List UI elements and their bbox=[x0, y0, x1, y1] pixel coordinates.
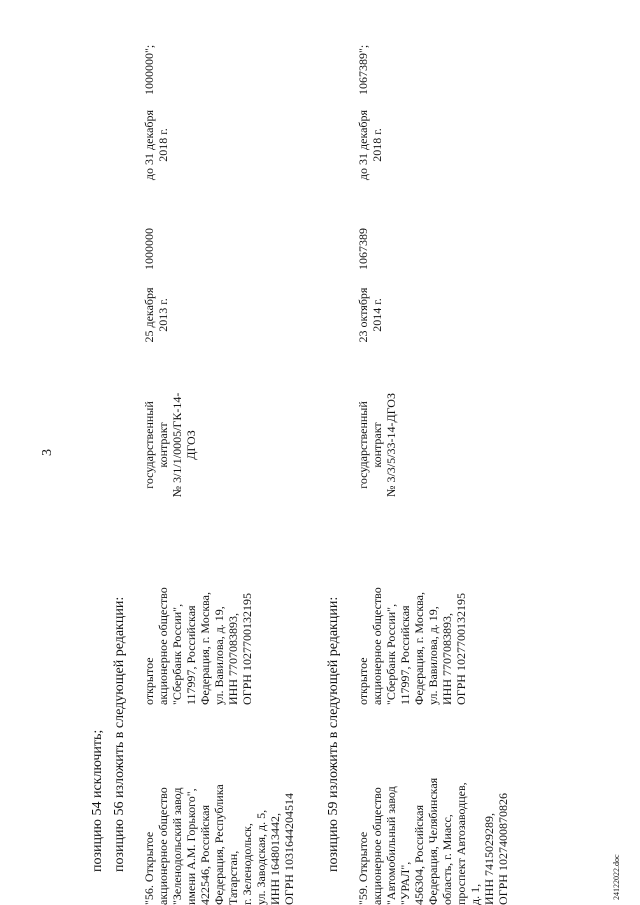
paragraph-edit-56: позицию 56 изложить в следующей редакции: bbox=[112, 596, 127, 872]
row56-amount-end: 1000000"; bbox=[142, 44, 156, 95]
row59-deadline: до 31 декабря 2018 г. bbox=[356, 109, 384, 181]
row59-amount-end: 1067389"; bbox=[356, 44, 370, 95]
row56-company: "56. Открытое акционерное общество "Зеленодольский завод имени А.М. Горького", 422546, Российская Федерация, Республика Татарстан, г. Зеленодольск, ул. Заводская, д. 5, ИНН 1648013442, ОГРН 1031644204514 bbox=[142, 784, 296, 905]
row59-company: "59. Открытое акционерное общество "Автомобильный завод "УРАЛ", 456304, Российская Федерация, Челябинская область, г. Миасс, проспект Автозаводцев, д. 1, ИНН 7415029289, ОГРН 1027400870826 bbox=[356, 777, 510, 905]
row56-bank: открытое акционерное общество "Сбербанк России", 117997, Российская Федерация, г. Москва, ул. Вавилова, д. 19, ИНН 7707083893, ОГРН 1027700132195 bbox=[142, 587, 254, 705]
row59-contract: государственный контракт № 3/3/5/33-14-ДГОЗ bbox=[356, 393, 398, 497]
paragraph-exclude-54: позицию 54 исключить; bbox=[90, 729, 105, 872]
row59-date: 23 октября 2014 г. bbox=[356, 287, 384, 343]
row56-deadline: до 31 декабря 2018 г. bbox=[142, 109, 170, 181]
row56-amount: 1000000 bbox=[142, 228, 156, 270]
row56-contract: государственный контракт № 3/1/1/0005/ГК-14- ДГОЗ bbox=[142, 392, 198, 498]
row56-date: 25 декабря 2013 г. bbox=[142, 287, 170, 343]
row59-bank: открытое акционерное общество "Сбербанк России", 117997, Российская Федерация, г. Москва, ул. Вавилова, д. 19, ИНН 7707083893, ОГРН 1027700132195 bbox=[356, 587, 468, 705]
row59-amount: 1067389 bbox=[356, 228, 370, 270]
page-number: 3 bbox=[40, 449, 55, 456]
footer-filename: 24122022.doc bbox=[612, 854, 621, 900]
paragraph-edit-59: позицию 59 изложить в следующей редакции: bbox=[326, 596, 341, 872]
